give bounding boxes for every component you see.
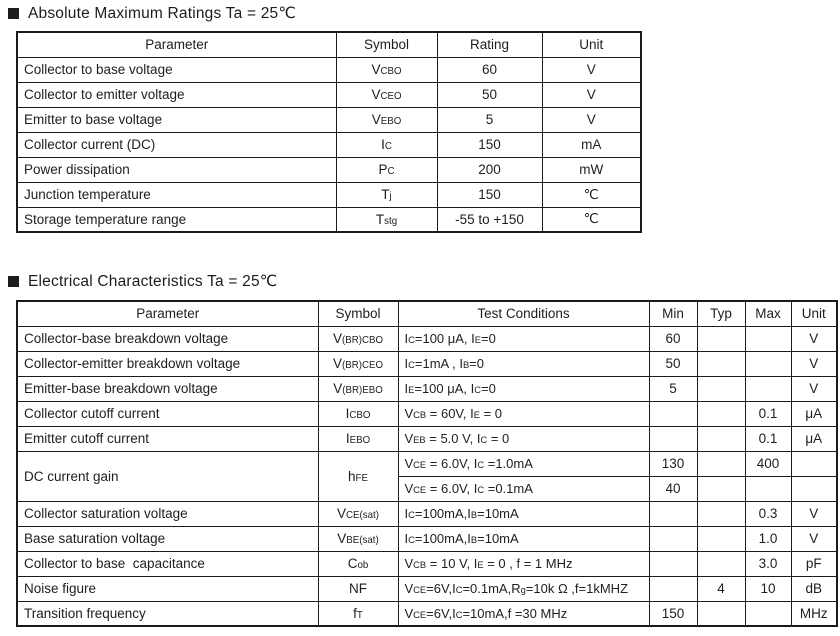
column-header: Parameter — [17, 301, 318, 326]
table-cell — [697, 551, 745, 576]
table-cell: Collector current (DC) — [17, 132, 336, 157]
table-cell — [745, 326, 791, 351]
column-header: Test Conditions — [398, 301, 649, 326]
table-cell — [697, 476, 745, 501]
table-cell: V — [542, 57, 641, 82]
table-cell: 4 — [697, 576, 745, 601]
table-cell — [649, 551, 697, 576]
table-row — [17, 401, 837, 426]
table-cell: VEB = 5.0 V, IC = 0 — [398, 426, 649, 451]
column-header: Unit — [791, 301, 837, 326]
subscript-text: B — [470, 535, 478, 545]
table-cell — [697, 601, 745, 626]
table-cell: IC=1mA , IB=0 — [398, 351, 649, 376]
subscript-text: C — [408, 510, 415, 520]
subscript-text: C — [408, 335, 415, 345]
table-cell: 3.0 — [745, 551, 791, 576]
table-cell: VCB = 10 V, IE = 0 , f = 1 MHz — [398, 551, 649, 576]
table-cell: Tj — [336, 182, 437, 207]
table-cell — [697, 401, 745, 426]
table-cell: V — [791, 501, 837, 526]
table-cell: μA — [791, 426, 837, 451]
table-cell: VCBO — [336, 57, 437, 82]
table-cell: IE=100 μA, IC=0 — [398, 376, 649, 401]
table-cell: VCE(sat) — [318, 501, 398, 526]
table-cell: 0.1 — [745, 426, 791, 451]
column-header: Rating — [437, 32, 542, 57]
table-cell: VCB = 60V, IE = 0 — [398, 401, 649, 426]
table-cell — [791, 476, 837, 501]
table-cell: Power dissipation — [17, 157, 336, 182]
subscript-text: CB — [413, 410, 427, 420]
table-cell — [697, 326, 745, 351]
table-cell: 50 — [437, 82, 542, 107]
subscript-text: stg — [384, 215, 398, 227]
table-cell: 150 — [649, 601, 697, 626]
black-square-bullet-icon — [8, 276, 19, 287]
subscript-text: E — [474, 335, 481, 345]
table-row — [17, 326, 837, 351]
table-cell: ℃ — [542, 207, 641, 232]
table-cell: 1.0 — [745, 526, 791, 551]
table-cell: Collector to base voltage — [17, 57, 336, 82]
table-cell: Base saturation voltage — [17, 526, 318, 551]
table-cell: Collector saturation voltage — [17, 501, 318, 526]
table-cell — [649, 576, 697, 601]
table-cell: MHz — [791, 601, 837, 626]
table-cell — [697, 351, 745, 376]
table-cell: IEBO — [318, 426, 398, 451]
table-cell: -55 to +150 — [437, 207, 542, 232]
subscript-text: C — [477, 485, 485, 495]
subscript-text: C — [474, 385, 481, 395]
subscript-text: C — [408, 535, 415, 545]
table-cell: NF — [318, 576, 398, 601]
subscript-text: CBO — [349, 410, 371, 421]
table-cell: Cob — [318, 551, 398, 576]
section-title-electrical-characteristics — [8, 272, 277, 291]
table-cell: VCE = 6.0V, IC =1.0mA — [398, 451, 649, 476]
subscript-text: g — [520, 585, 526, 595]
column-header: Min — [649, 301, 697, 326]
table-row — [17, 107, 641, 132]
column-header: Symbol — [318, 301, 398, 326]
table-row — [17, 601, 837, 626]
table-cell: Collector to emitter voltage — [17, 82, 336, 107]
table-row — [17, 157, 641, 182]
table-cell: IC=100mA,IB=10mA — [398, 526, 649, 551]
table-row — [17, 576, 837, 601]
table-cell: V — [542, 82, 641, 107]
table-cell: Junction temperature — [17, 182, 336, 207]
table-cell: V — [791, 326, 837, 351]
subscript-text: (BR)EBO — [342, 385, 383, 396]
table-cell: Collector-emitter breakdown voltage — [17, 351, 318, 376]
table-cell: 200 — [437, 157, 542, 182]
table-cell: 50 — [649, 351, 697, 376]
table-cell: VBE(sat) — [318, 526, 398, 551]
table-row — [17, 351, 837, 376]
table-cell: IC=100 μA, IE=0 — [398, 326, 649, 351]
table-cell — [697, 426, 745, 451]
table-row — [17, 426, 837, 451]
subscript-text: C — [477, 460, 485, 470]
section-title-text: Electrical Characteristics Ta = 25℃ — [28, 273, 278, 290]
table-row — [17, 501, 837, 526]
table-cell: 40 — [649, 476, 697, 501]
table-cell: pF — [791, 551, 837, 576]
table-cell — [697, 526, 745, 551]
table-cell: 130 — [649, 451, 697, 476]
table-cell: VCE = 6.0V, IC =0.1mA — [398, 476, 649, 501]
table-cell: 0.3 — [745, 501, 791, 526]
table-row — [17, 551, 837, 576]
table-cell: ℃ — [542, 182, 641, 207]
subscript-text: CE — [413, 485, 427, 495]
table-cell: V — [791, 351, 837, 376]
subscript-text: EBO — [380, 116, 402, 127]
subscript-text: CE — [413, 609, 427, 620]
table-header-row — [17, 32, 641, 57]
table-cell: Emitter-base breakdown voltage — [17, 376, 318, 401]
section-title-absolute-maximum-ratings — [8, 4, 296, 23]
table-cell: V — [542, 107, 641, 132]
column-header: Unit — [542, 32, 641, 57]
table-cell: Collector cutoff current — [17, 401, 318, 426]
subscript-text: EBO — [349, 435, 371, 446]
table-cell: Storage temperature range — [17, 207, 336, 232]
table-cell: Emitter cutoff current — [17, 426, 318, 451]
subscript-text: CE(sat) — [346, 510, 379, 521]
table-row — [17, 82, 641, 107]
table-cell: VCE=6V,IC=0.1mA,Rg=10k Ω ,f=1kMHZ — [398, 576, 649, 601]
table-row — [17, 132, 641, 157]
subscript-text: C — [408, 360, 415, 370]
table-cell — [649, 426, 697, 451]
table-cell — [649, 501, 697, 526]
table-row — [17, 57, 641, 82]
table-cell — [697, 376, 745, 401]
table-cell — [745, 376, 791, 401]
table-cell: V — [791, 376, 837, 401]
subscript-text: C — [480, 435, 488, 445]
table-cell: VCE=6V,IC=10mA,f =30 MHz — [398, 601, 649, 626]
table-cell: Transition frequency — [17, 601, 318, 626]
subscript-text: E — [408, 385, 415, 395]
table-cell: VCEO — [336, 82, 437, 107]
table-cell: VEBO — [336, 107, 437, 132]
black-square-bullet-icon — [8, 8, 19, 19]
table-cell: IC — [336, 132, 437, 157]
subscript-text: B — [470, 510, 478, 520]
absolute-maximum-ratings-table — [16, 31, 642, 233]
table-header-row — [17, 301, 837, 326]
table-cell: 400 — [745, 451, 791, 476]
subscript-text: CE — [413, 460, 427, 470]
subscript-text: CB — [413, 560, 427, 570]
table-cell: mA — [542, 132, 641, 157]
table-cell: V — [791, 526, 837, 551]
subscript-text: CE — [413, 585, 427, 595]
table-cell: 10 — [745, 576, 791, 601]
subscript-text: C — [387, 166, 395, 177]
table-row — [17, 451, 837, 476]
subscript-text: CBO — [380, 66, 402, 77]
subscript-text: EB — [413, 435, 426, 445]
table-cell: V(BR)CBO — [318, 326, 398, 351]
table-cell — [745, 476, 791, 501]
table-cell: Collector to base capacitance — [17, 551, 318, 576]
column-header: Max — [745, 301, 791, 326]
table-cell: 0.1 — [745, 401, 791, 426]
table-cell: Emitter to base voltage — [17, 107, 336, 132]
table-row — [17, 376, 837, 401]
table-cell — [697, 451, 745, 476]
subscript-text: (BR)CBO — [341, 335, 384, 346]
table-cell: PC — [336, 157, 437, 182]
table-cell — [791, 451, 837, 476]
subscript-text: CEO — [380, 91, 402, 102]
table-cell: hFE — [318, 451, 398, 501]
table-cell — [649, 401, 697, 426]
table-cell: Tstg — [336, 207, 437, 232]
table-cell — [745, 351, 791, 376]
table-row — [17, 207, 641, 232]
table-cell — [649, 526, 697, 551]
table-row — [17, 182, 641, 207]
subscript-text: B — [462, 360, 470, 370]
table-cell: fT — [318, 601, 398, 626]
table-cell — [745, 601, 791, 626]
subscript-text: FE — [355, 472, 368, 484]
table-cell: 60 — [649, 326, 697, 351]
table-cell: dB — [791, 576, 837, 601]
table-row — [17, 526, 837, 551]
column-header: Symbol — [336, 32, 437, 57]
table-cell: μA — [791, 401, 837, 426]
subscript-text: T — [356, 609, 363, 621]
subscript-text: C — [384, 141, 392, 152]
table-cell: DC current gain — [17, 451, 318, 501]
table-cell: V(BR)CEO — [318, 351, 398, 376]
table-cell: 150 — [437, 132, 542, 157]
table-cell: IC=100mA,IB=10mA — [398, 501, 649, 526]
subscript-text: E — [473, 410, 480, 420]
table-cell: 150 — [437, 182, 542, 207]
table-cell: 60 — [437, 57, 542, 82]
table-cell: 5 — [649, 376, 697, 401]
subscript-text: (BR)CEO — [341, 360, 384, 371]
table-cell: Noise figure — [17, 576, 318, 601]
table-cell: ICBO — [318, 401, 398, 426]
electrical-characteristics-table — [16, 300, 838, 627]
subscript-text: BE(sat) — [346, 535, 379, 546]
table-cell: Collector-base breakdown voltage — [17, 326, 318, 351]
subscript-text: C — [455, 609, 463, 620]
subscript-text: C — [455, 585, 463, 595]
column-header: Parameter — [17, 32, 336, 57]
table-cell: 5 — [437, 107, 542, 132]
table-cell: mW — [542, 157, 641, 182]
subscript-text: ob — [357, 560, 369, 571]
column-header: Typ — [697, 301, 745, 326]
section-title-text: Absolute Maximum Ratings Ta = 25℃ — [28, 5, 296, 22]
table-cell — [697, 501, 745, 526]
subscript-text: E — [477, 560, 484, 570]
subscript-text: j — [389, 191, 392, 202]
table-cell: V(BR)EBO — [318, 376, 398, 401]
